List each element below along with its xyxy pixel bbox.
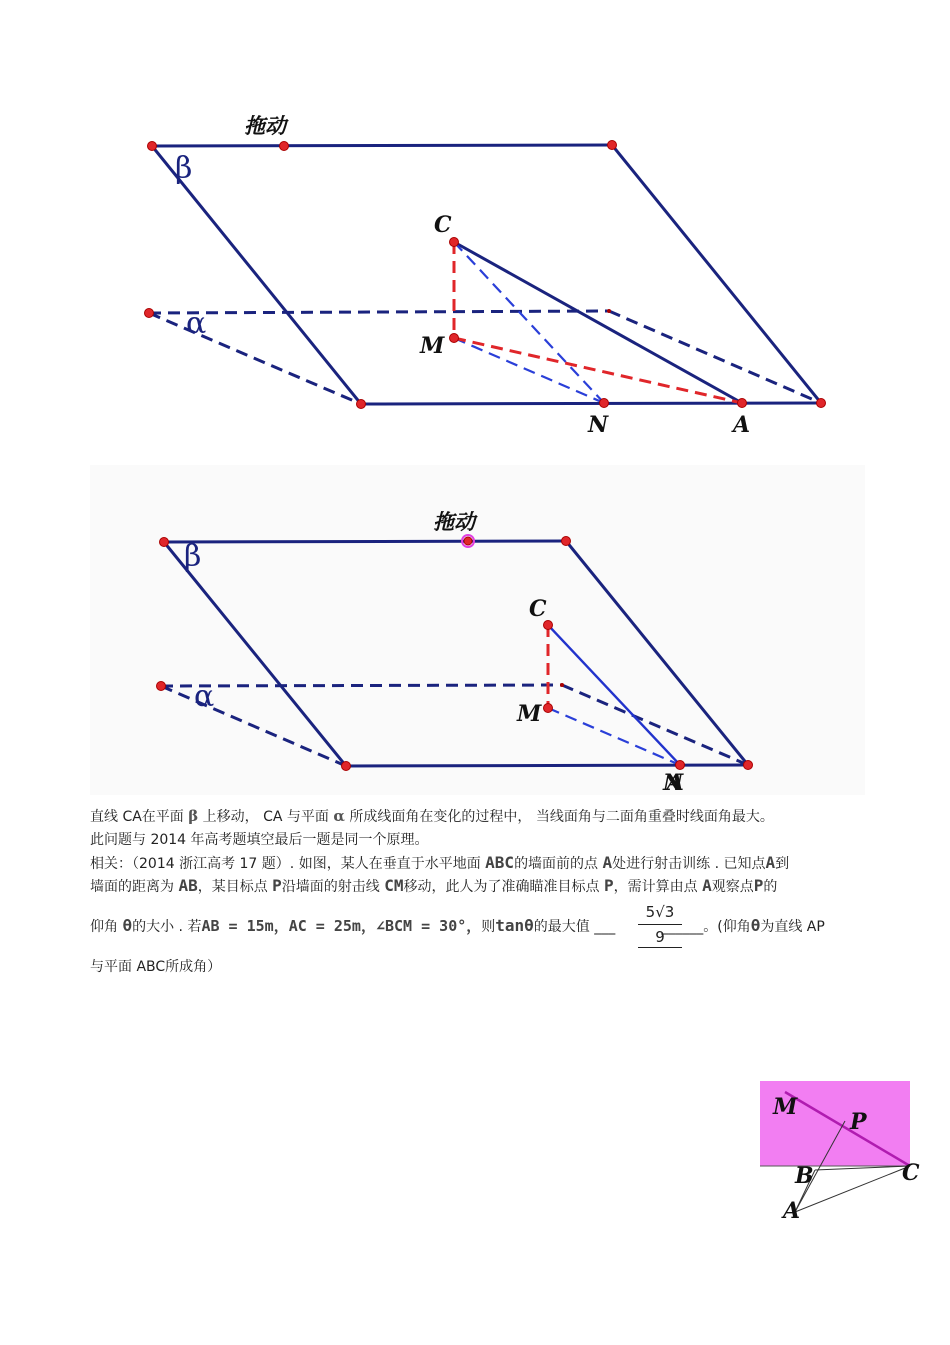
fig1-point-bottom-right	[817, 399, 826, 408]
fig1-point-alpha-corner	[145, 309, 154, 318]
fig2-label-na: N A	[663, 770, 672, 795]
fig1-label-c: C	[434, 212, 452, 238]
text-line-4: 墙面的距离为 AB，某目标点 P沿墙面的射击线 CM移动，此人为了准确瞄准目标点 P，需计算由点 A观察点P的	[90, 876, 778, 895]
fig1-beta: β	[175, 151, 193, 186]
fig2-point-top-right	[562, 537, 571, 546]
text-line-3: 相关：（2014 浙江高考 17 题）. 如图，某人在垂直于水平地面 ABC的墙面前的点 A处进行射击训练 . 已知点A到	[90, 853, 790, 872]
fig3-label-m: M	[773, 1094, 798, 1120]
fig1-point-bottom-left	[357, 400, 366, 409]
fig2-point-beta-corner	[160, 538, 169, 547]
fig1-point-top-right	[608, 141, 617, 150]
fig2-beta: β	[184, 539, 202, 574]
text-line-1: 直线 CA在平面 β 上移动， CA 与平面 α 所成线面角在变化的过程中， 当线面角与二面角重叠时线面角最大。	[90, 807, 774, 825]
text-line-5: 仰角 θ的大小 . 若AB = 15m，AC = 25m，∠BCM = 30°，则tanθ的最大值 ___ ______。(仰角θ为直线 AP	[90, 916, 825, 935]
answer-denominator: 9	[638, 925, 682, 948]
fig2-point-na[interactable]	[676, 761, 685, 770]
figure-2	[0, 465, 950, 795]
fig2-point-bottom-left	[342, 762, 351, 771]
fig1-drag-handle[interactable]	[280, 142, 289, 151]
fig2-point-alpha-corner	[157, 682, 166, 691]
fig2-label-c: C	[529, 596, 547, 622]
answer-fraction	[638, 903, 682, 948]
fig1-point-beta-corner	[148, 142, 157, 151]
figure-1	[0, 0, 950, 460]
fig3-label-c: C	[902, 1160, 920, 1186]
fig1-point-n	[600, 399, 609, 408]
text-line-2: 此问题与 2014 年高考题填空最后一题是同一个原理。	[90, 832, 429, 848]
answer-numerator: 5√3	[638, 903, 682, 925]
fig2-point-m	[544, 704, 553, 713]
fig3-label-p: P	[850, 1109, 867, 1135]
fig2-label-m: M	[517, 701, 542, 727]
fig2-point-bottom-right	[744, 761, 753, 770]
fig1-label-m: M	[420, 333, 445, 359]
fig1-label-a: A	[733, 412, 751, 438]
fig1-point-a[interactable]	[738, 399, 747, 408]
fig3-label-b: B	[795, 1163, 814, 1189]
fig2-drag-label: 拖动	[433, 510, 475, 534]
fig1-alpha: α	[186, 306, 207, 341]
fig2-drag-handle[interactable]	[464, 537, 472, 545]
text-line-6: 与平面 ABC所成角）	[90, 959, 222, 975]
fig3-label-a: A	[783, 1198, 801, 1224]
figure-3	[755, 1078, 925, 1228]
fig1-label-n: N	[588, 412, 609, 438]
fig1-point-c[interactable]	[450, 238, 459, 247]
fig1-drag-label: 拖动	[244, 114, 286, 138]
fig2-alpha: α	[194, 679, 215, 714]
fig1-point-m	[450, 334, 459, 343]
